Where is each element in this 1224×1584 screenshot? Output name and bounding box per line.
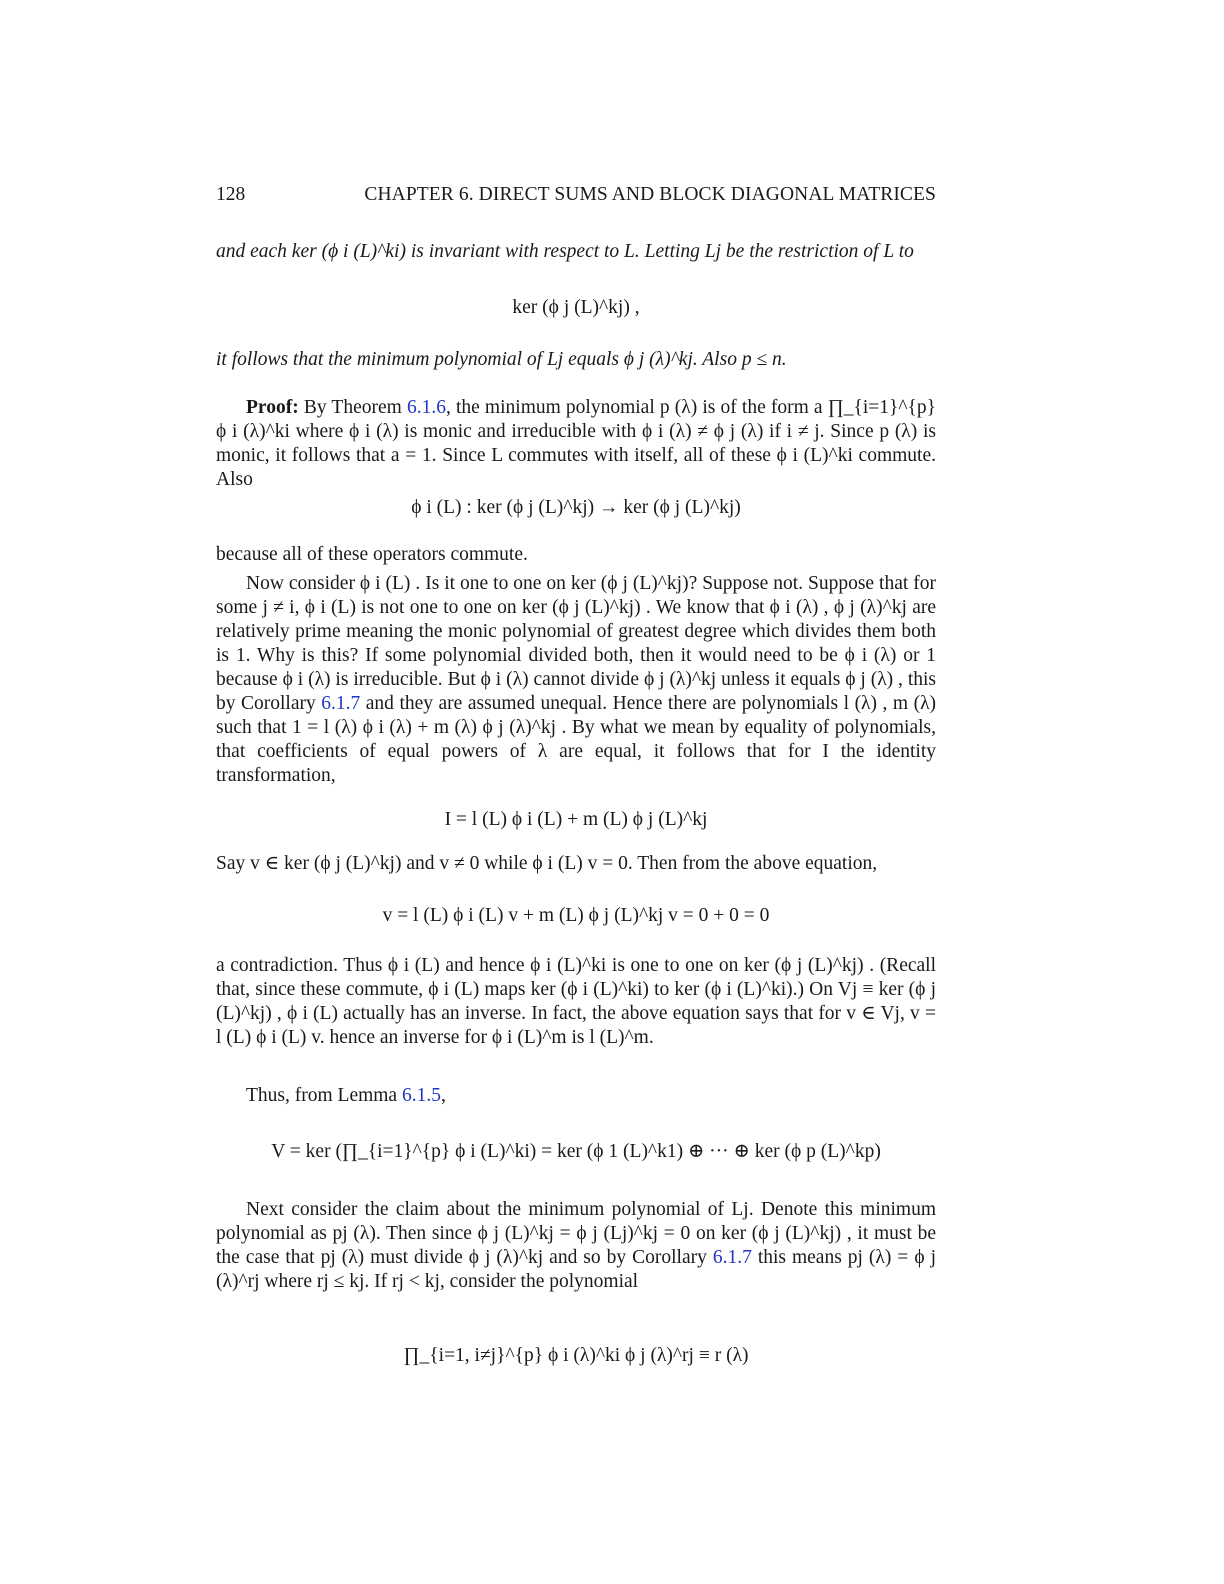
running-title: CHAPTER 6. DIRECT SUMS AND BLOCK DIAGONAL MATRICES bbox=[364, 184, 936, 205]
proof-label: Proof: bbox=[246, 397, 299, 418]
proof-p6-text-b: , bbox=[440, 1085, 446, 1106]
proof-p7-text-b: this means pj (λ) = ϕ j (λ)^rj where rj ≤ kj. If rj < kj, consider the polynomial bbox=[216, 1247, 937, 1292]
display-equation-2: ϕ i (L) : ker (ϕ j (L)^kj) → ker (ϕ j (L)^kj) bbox=[411, 497, 741, 518]
proof-paragraph-4: Say v ∈ ker (ϕ j (L)^kj) and v ≠ 0 while ϕ i (L) v = 0. Then from the above equation, bbox=[216, 853, 878, 874]
proof-p7-text-a: Next consider the claim about the minimum polynomial of Lj. Denote this minimum polynomial as pj (λ). Then since ϕ j (L)^kj = ϕ j (Lj)^kj = 0 on ker (ϕ j (L)^kj) , it must be the case that pj (λ) must divide ϕ j (λ)^kj and so by Corollary bbox=[216, 1199, 936, 1268]
proof-paragraph-2: because all of these operators commute. bbox=[216, 544, 528, 565]
display-equation-4: v = l (L) ϕ i (L) v + m (L) ϕ j (L)^kj v = 0 + 0 = 0 bbox=[382, 905, 770, 926]
proof-p3-text-b: and they are assumed unequal. Hence there are polynomials l (λ) , m (λ) such that 1 = l (λ) ϕ i (λ) + m (λ) ϕ j (λ)^kj . By what we mean by equality of polynomials, that coefficients of equal powers of λ are equal, it follows that for I the identity transformation, bbox=[216, 693, 937, 786]
proof-p1-text-a: By Theorem bbox=[303, 397, 402, 418]
proof-p6-text-a: Thus, from Lemma bbox=[246, 1085, 398, 1106]
proof-p3-text-a: Now consider ϕ i (L) . Is it one to one on ker (ϕ j (L)^kj)? Suppose not. Suppose that for some j ≠ i, ϕ i (L) is not one to one on ker (ϕ j (L)^kj) . We know that ϕ i (λ) , ϕ j (λ)^kj are relatively prime meaning the monic polynomial of greatest degree which divides them both is 1. Why is this? If some polynomial divided both, then it would need to be ϕ i (λ) or 1 because ϕ i (λ) is irreducible. But ϕ i (λ) cannot divide ϕ j (λ)^kj unless it equals ϕ j (λ) , this by Corollary bbox=[216, 573, 936, 714]
theorem-display-1: ker (ϕ j (L)^kj) , bbox=[512, 297, 640, 318]
corollary-ref-link-1[interactable]: 6.1.7 bbox=[321, 693, 361, 714]
proof-paragraph-3 bbox=[216, 572, 936, 788]
theorem-line-1: and each ker (ϕ i (L)^ki) is invariant with respect to L. Letting Lj be the restriction of L to bbox=[216, 241, 914, 262]
corollary-ref-link-2[interactable]: 6.1.7 bbox=[712, 1247, 752, 1268]
theorem-ref-link[interactable]: 6.1.6 bbox=[406, 397, 446, 418]
theorem-line-2: it follows that the minimum polynomial of Lj equals ϕ j (λ)^kj. Also p ≤ n. bbox=[216, 349, 787, 370]
display-equation-3: I = l (L) ϕ i (L) + m (L) ϕ j (L)^kj bbox=[444, 809, 708, 830]
proof-p1-text-b: , the minimum polynomial p (λ) is of the form a ∏_{i=1}^{p} ϕ i (λ)^ki where ϕ i (λ) is monic and irreducible with ϕ i (λ) ≠ ϕ j (λ) if i ≠ j. Since p (λ) is monic, it follows that a = 1. Since L commutes with itself, all of these ϕ i (L)^ki commute. Also bbox=[216, 397, 937, 490]
proof-paragraph-7 bbox=[216, 1198, 936, 1294]
display-equation-6: ∏_{i=1, i≠j}^{p} ϕ i (λ)^ki ϕ j (λ)^rj ≡ r (λ) bbox=[403, 1345, 749, 1366]
lemma-ref-link[interactable]: 6.1.5 bbox=[401, 1085, 441, 1106]
page-number: 128 bbox=[216, 184, 246, 205]
proof-paragraph-6 bbox=[216, 1084, 936, 1108]
proof-paragraph-5: a contradiction. Thus ϕ i (L) and hence ϕ i (L)^ki is one to one on ker (ϕ j (L)^kj) . (Recall that, since these commute, ϕ i (L) maps ker (ϕ i (L)^ki) to ker (ϕ i (L)^ki).) On Vj ≡ ker (ϕ j (L)^kj) , ϕ i (L) actually has an inverse. In fact, the above equation says that for v ∈ Vj, v = l (L) ϕ i (L) v. hence an inverse for ϕ i (L)^m is l (L)^m. bbox=[216, 955, 936, 1048]
proof-paragraph-1 bbox=[216, 396, 936, 492]
display-equation-5: V = ker (∏_{i=1}^{p} ϕ i (L)^ki) = ker (ϕ 1 (L)^k1) ⊕ ··· ⊕ ker (ϕ p (L)^kp) bbox=[271, 1141, 881, 1162]
